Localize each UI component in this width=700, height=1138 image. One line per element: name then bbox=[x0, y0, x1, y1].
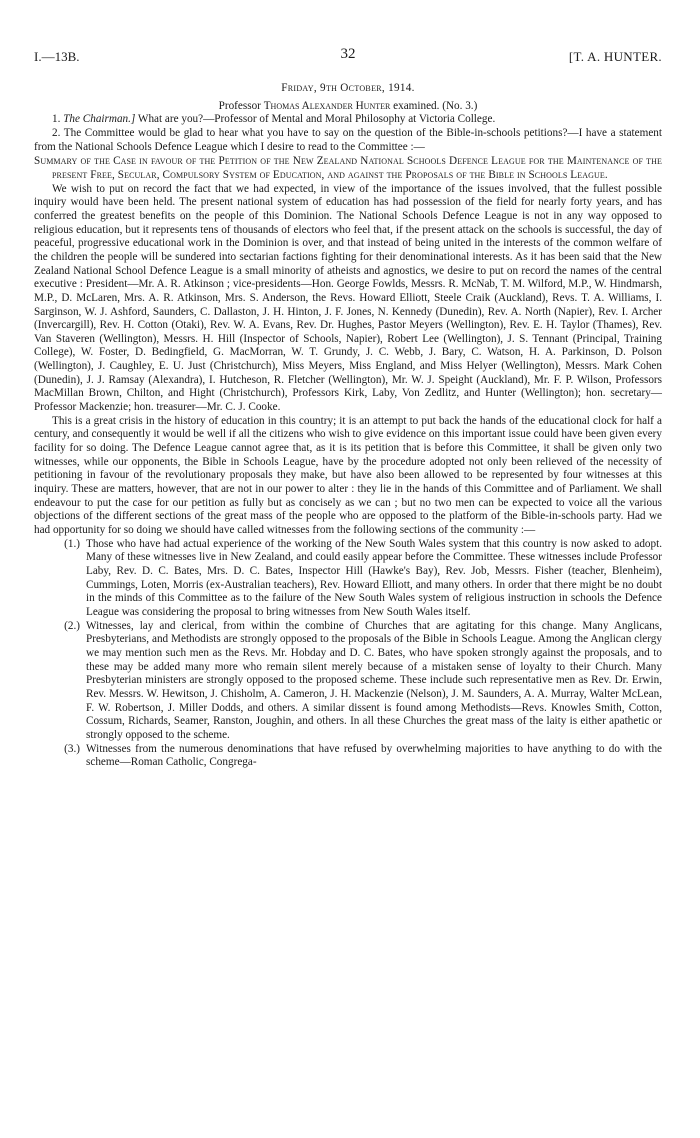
list-item-text: Witnesses from the numerous denominations that have refused by overwhelming majorities to have anything to do with the scheme—Roman Catholic, Congrega- bbox=[86, 742, 662, 769]
list-item-number: (3.) bbox=[64, 742, 80, 755]
sitting-date: Friday, 9th October, 1914. bbox=[281, 82, 415, 94]
paragraph-executive: We wish to put on record the fact that we had expected, in view of the importance of the issues involved, that the fullest possible inquiry would have been held. The present national system of education has had possession of the field for nearly forty years, and has conferred the greatest benefits on the people of this Dominion. The National Schools Defence League is not in any way opposed to religious education, but it represents tens of thousands of electors who feel that, if the present attack on the schools is successful, the day of peaceful, progressive educational work in the Dominion is over, and that instead of being united in the interests of the common welfare of the children the people will be sundered into sectarian factions fighting for their denominational interests. As it has been said that the New Zealand National School Defence League is a small minority of atheists and agnostics, we desire to put on record the names of the central executive : President—Mr. A. R. Atkinson ; vice-presidents—Hon. George Fowlds, Messrs. R. McNab, T. M. Wilford, M.P., W. Hindmarsh, M.P., D. McLaren, Mrs. A. R. Atkinson, Mrs. S. Anderson, the Revs. Howard Elliott, Steele Craik (Auckland), Revs. T. A. Williams, I. Sarginson, W. J. Ashford, Saunders, C. Dallaston, J. H. Hinton, J. F. Jones, N. Kennedy (Dunedin), Rev. A. North (Napier), Rev. I. Archer (Invercargill), Rev. H. Cotton (Otaki), Rev. W. A. Evans, Rev. Dr. Hughes, Pastor Meyers (Wellington), Rev. E. H. Taylor (Thames), Rev. Van Staveren (Wellington), Messrs. H. Hill (Inspector of Schools, Napier), Robert Lee (Wellington), J. S. Tennant (Principal, Training College), W. Foster, D. Bedingfield, G. MacMorran, W. T. Grundy, J. C. Webb, J. Bary, C. Watson, H. A. Parkinson, D. Polson (Wellington), J. Caughley, E. U. Just (Christchurch), Miss Meyers, Miss England, and Miss Helyer (Wellington), Messrs. Mark Cohen (Dunedin), J. J. Ramsay (Alexandra), I. Hutcheson, R. Fletcher (Wellington), Mr. W. J. Speight (Auckland), Mr. F. P. Wilson, Professors MacMillan Brown, Chilton, and Hight (Christchurch), Professors Kirk, Laby, Von Zedlitz, and Hunter (Wellington); hon. secretary—Professor Mackenzie; hon. treasurer—Mr. C. J. Cooke. bbox=[34, 182, 662, 414]
list-item-number: (2.) bbox=[64, 619, 80, 632]
paragraph-crisis: This is a great crisis in the history of education in this country; it is an attempt to put back the hands of the educational clock for half a century, and consequently it would be well if all the citizens who wish to give evidence on this important issue could have been given every facility for so doing. The Defence League cannot agree that, as it is its petition that is before this Committee, it shall be given only two witnesses, while our opponents, the Bible in Schools League, have by the procedure adopted not only been relieved of the necessity of petitioning in favour of the revolutionary proposals they make, but have also been allowed to be represented by four witnesses at this inquiry. These are matters, however, that are not in our power to alter : they lie in the hands of this Committee and of Parliament. We shall endeavour to put the case for our petition as fully but as concisely as we can ; but no two men can be expected to voice all the various objections of the different sections of the great mass of the people who are opposed to the platform of the Bible-in-schools party. Had we had opportunity for so doing we should have called witnesses from the following sections of the community :— bbox=[34, 414, 662, 536]
question-1-speaker: The Chairman.] bbox=[63, 113, 136, 126]
question-1-number: 1. bbox=[52, 113, 64, 126]
list-item bbox=[62, 743, 662, 770]
witness-reference: [T. A. HUNTER. bbox=[568, 49, 662, 64]
witness-examined-line bbox=[34, 100, 662, 114]
paper-reference: I.—13B. bbox=[34, 49, 80, 64]
list-item-number: (1.) bbox=[64, 537, 80, 550]
page-number: 32 bbox=[340, 46, 356, 62]
summary-heading: Summary of the Case in favour of the Petition of the New Zealand National Schools Defence League for the Maintenance of the present Free, Secular, Compulsory System of Education, and against the Proposals of the Bible in Schools League. bbox=[34, 155, 662, 181]
examination-number: examined. (No. 3.) bbox=[390, 99, 478, 112]
list-item-text: Those who have had actual experience of the working of the New South Wales system that this country is now asked to adopt. Many of these witnesses live in New Zealand, and could easily appear before the Committee. These witnesses include Professor Laby, Rev. D. C. Bates, Mrs. D. C. Bates, Inspector Hill (Hawke's Bay), Rev. Job, Messrs. Fisher (teacher, Blenheim), Cummings, Loten, Morris (ex-Australian teachers), Rev. Howard Elliott, and many others. In order that there might be no doubt in the minds of this Committee as to the failure of the New South Wales system of religious instruction in schools the Defence League was considering the proposal to bring witnesses from New South Wales itself. bbox=[86, 537, 662, 618]
list-item bbox=[62, 538, 662, 620]
question-1-text: What are you?—Professor of Mental and Moral Philosophy at Victoria College. bbox=[135, 113, 496, 126]
question-1 bbox=[34, 113, 662, 127]
list-item bbox=[62, 620, 662, 743]
witness-sections-list bbox=[34, 538, 662, 770]
witness-name: Thomas Alexander Hunter bbox=[263, 99, 391, 112]
list-item-text: Witnesses, lay and clerical, from within the combine of Churches that are agitating for this change. Many Anglicans, Presbyterians, and Methodists are strongly opposed to the proposals of the Bible in Schools League. Among the Anglican clergy we may mention such men as the Revs. Mr. Hobday and D. C. Bates, who have spoken strongly against the proposals, and to these may be added many more who remain silent merely because of a mistaken sense of loyalty to their Church. Many Presbyterian ministers are strongly opposed to the proposed scheme. These include such representative men as Rev. Dr. Erwin, Rev. Messrs. W. Hewitson, J. Chisholm, A. Cameron, J. H. Mackenzie (Nelson), J. M. Saunders, A. A. Murray, Walter McLean, F. W. Robertson, J. Miller Dodds, and others. A similar dissent is found among Methodists—Revs. Knowles Smith, Cotton, Cossum, Richards, Seamer, Ranston, Joughin, and others. In all these Churches the great mass of the laity is either apathetic or strongly opposed to the scheme. bbox=[86, 619, 662, 741]
page-header bbox=[34, 46, 662, 72]
witness-title: Professor bbox=[218, 99, 264, 112]
question-2: 2. The Committee would be glad to hear what you have to say on the question of the Bible-in-schools petitions?—I have a statement from the National Schools Defence League which I desire to read to the Committee :— bbox=[34, 126, 662, 153]
